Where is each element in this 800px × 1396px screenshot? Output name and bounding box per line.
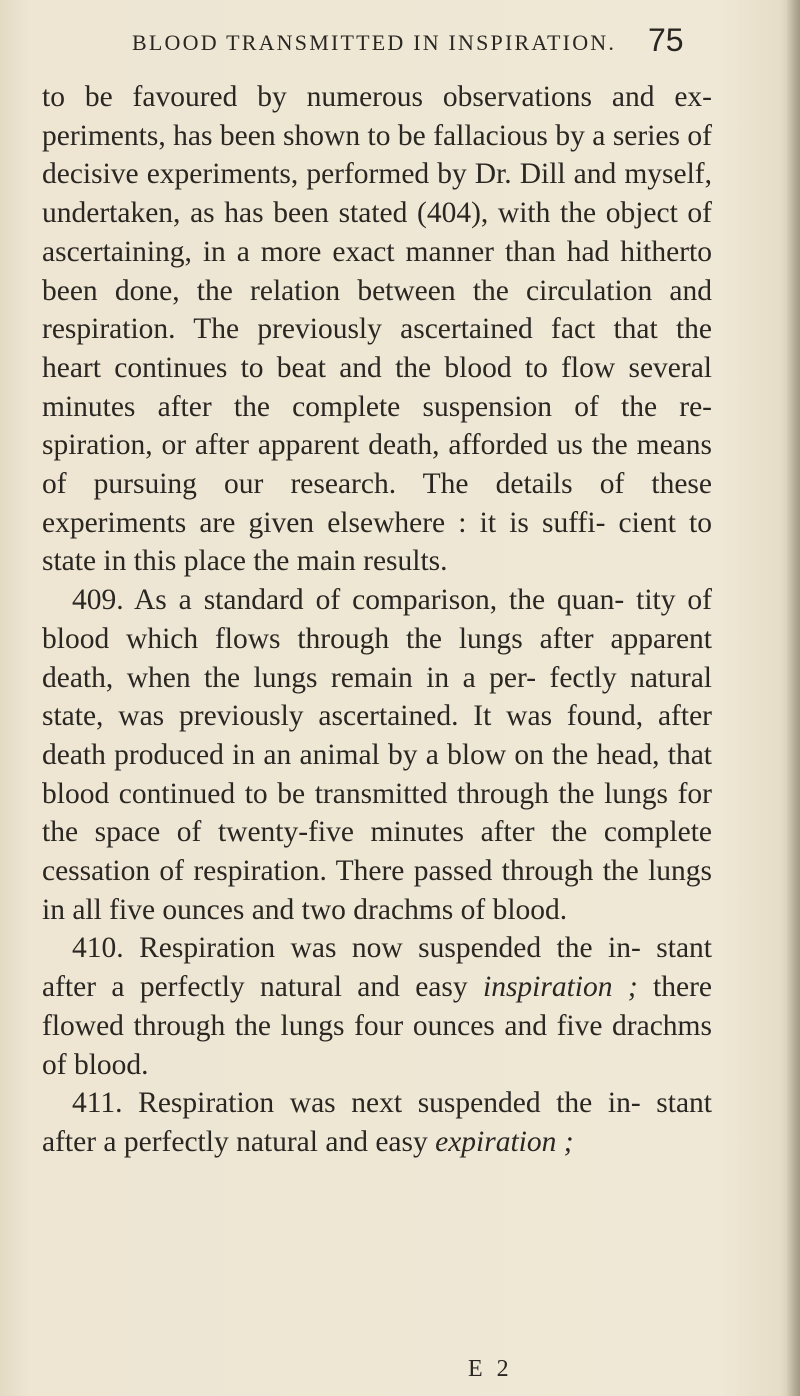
paragraph-410-text: 410. Respiration was now suspended the in- stant after a perfectly natural and easy xyxy=(42,932,712,1004)
page-edge-shadow xyxy=(786,0,800,1396)
body-text xyxy=(42,78,712,1162)
paragraph-411-italic: expiration ; xyxy=(435,1125,574,1158)
paragraph-409: 409. As a standard of comparison, the quan- tity of blood which flows through the lungs after apparent death, when the lungs remain in a per- fectly natural state, was previously ascertained. It was found, after death produced in an animal by a blow on the head, that blood continued to be transmitted through the lungs for the space of twenty-five minutes after the complete cessation of respiration. There passed through the lungs in all five ounces and two drachms of blood. xyxy=(42,584,712,926)
paragraph-411 xyxy=(42,1084,712,1161)
paragraph-continuation: to be favoured by numerous observations and ex- periments, has been shown to be fallacious by a series of decisive experiments, performed by Dr. Dill and myself, undertaken, as has been stated (404), with the object of ascertaining, in a more exact manner than had hitherto been done, the relation between the circulation and respiration. The previously ascertained fact that the heart continues to beat and the blood to flow several minutes after the complete suspension of the re- spiration, or after apparent death, afforded us the means of pursuing our research. The details of these experiments are given elsewhere : it is suffi- cient to state in this place the main results. xyxy=(42,81,712,578)
running-header xyxy=(0,22,800,62)
signature-mark: E 2 xyxy=(468,1356,513,1382)
paragraph-410-tail: there flowed through the lungs four ounces and five drachms of blood. xyxy=(42,971,712,1081)
running-title: BLOOD TRANSMITTED IN INSPIRATION. xyxy=(132,30,617,55)
paragraph-411-text: 411. Respiration was next suspended the in- stant after a perfectly natural and easy xyxy=(42,1087,712,1158)
page-number: 75 xyxy=(648,22,684,58)
paragraph-410 xyxy=(42,929,712,1084)
paragraph-410-italic: inspiration ; xyxy=(483,971,638,1004)
